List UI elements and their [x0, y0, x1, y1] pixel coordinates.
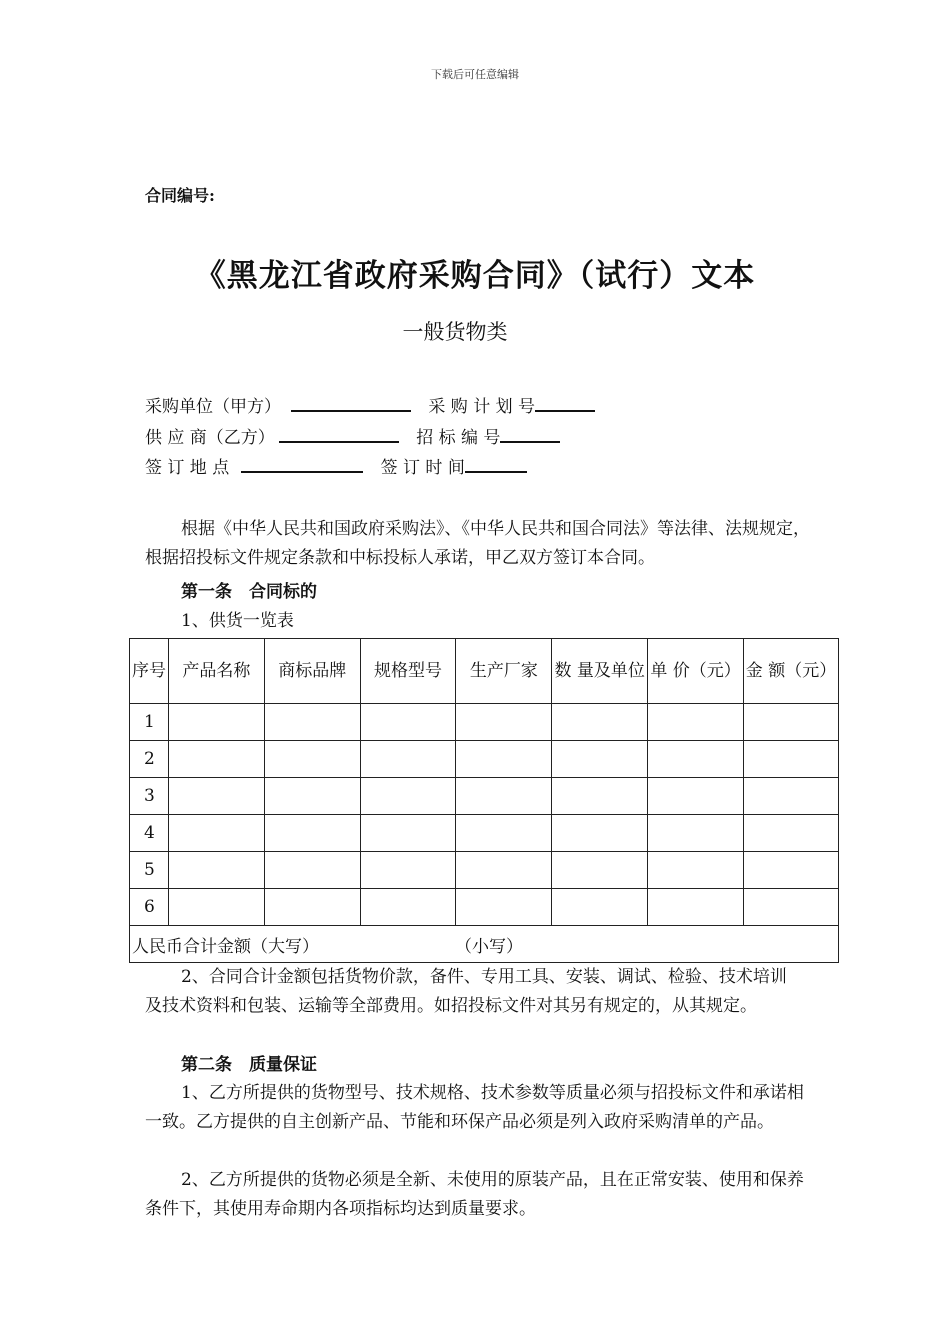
col-header-manufacturer: 生产厂家 [456, 639, 552, 704]
article-2-heading: 第二条 质量保证 [181, 1055, 317, 1075]
col-header-product-name: 产品名称 [168, 639, 264, 704]
field-row-2 [145, 423, 560, 448]
supplier-label: 供 应 商（乙方） [145, 428, 275, 448]
bid-no-label: 招 标 编 号 [416, 428, 501, 448]
sign-time-label: 签 订 时 间 [380, 458, 465, 478]
table-row [130, 889, 839, 926]
total-row [130, 926, 839, 963]
row-index: 4 [130, 815, 169, 852]
document-title: 《黑龙江省政府采购合同》（试行）文本 [194, 258, 756, 294]
row-index: 6 [130, 889, 169, 926]
article-2-item-2: 2、乙方所提供的货物必须是全新、未使用的原装产品，且在正常安装、使用和保养条件下，其使用寿命期内各项指标均达到质量要求。 [145, 1170, 804, 1219]
article-2-item-1: 1、乙方所提供的货物型号、技术规格、技术参数等质量必须与招投标文件和承诺相一致。乙方提供的自主创新产品、节能和环保产品必须是列入政府采购清单的产品。 [145, 1083, 804, 1132]
total-label: 人民币合计金额（大写） [132, 936, 319, 957]
row-index: 1 [130, 704, 169, 741]
sign-place-label: 签 订 地 点 [145, 458, 230, 478]
supplier-blank[interactable] [279, 427, 399, 443]
article-1-item-2: 2、合同合计金额包括货物价款，备件、专用工具、安装、调试、检验、技术培训及技术资料和包装、运输等全部费用。如招投标文件对其另有规定的，从其规定。 [145, 967, 787, 1016]
col-header-unit-price: 单 价（元） [648, 639, 744, 704]
row-index: 5 [130, 852, 169, 889]
col-header-index: 序号 [130, 639, 169, 704]
supply-table [129, 638, 839, 963]
col-header-amount: 金 额（元） [744, 639, 839, 704]
intro-paragraph: 根据《中华人民共和国政府采购法》、《中华人民共和国合同法》等法律、法规规定，根据招投标文件规定条款和中标投标人承诺，甲乙双方签订本合同。 [145, 519, 810, 568]
col-header-brand: 商标品牌 [264, 639, 360, 704]
purchaser-blank[interactable] [291, 396, 411, 412]
header-note: 下载后可任意编辑 [431, 68, 519, 81]
table-row [130, 852, 839, 889]
bid-no-blank[interactable] [500, 427, 560, 443]
article-1-item-1: 1、供货一览表 [181, 611, 294, 631]
col-header-spec: 规格型号 [360, 639, 456, 704]
sign-time-blank[interactable] [465, 457, 527, 473]
plan-no-label: 采 购 计 划 号 [428, 397, 536, 417]
row-index: 3 [130, 778, 169, 815]
table-row [130, 741, 839, 778]
total-small-label: （小写） [455, 936, 523, 957]
field-row-1 [145, 392, 595, 417]
article-1-heading: 第一条 合同标的 [181, 582, 317, 602]
table-row [130, 704, 839, 741]
table-row [130, 815, 839, 852]
sign-place-blank[interactable] [241, 457, 363, 473]
purchaser-label: 采购单位（甲方） [145, 397, 281, 417]
contract-number-label: 合同编号: [145, 186, 215, 205]
row-index: 2 [130, 741, 169, 778]
col-header-quantity: 数 量及单位 [552, 639, 648, 704]
plan-no-blank[interactable] [535, 396, 595, 412]
table-row [130, 778, 839, 815]
document-subtitle: 一般货物类 [402, 320, 508, 344]
field-row-3 [145, 453, 527, 478]
